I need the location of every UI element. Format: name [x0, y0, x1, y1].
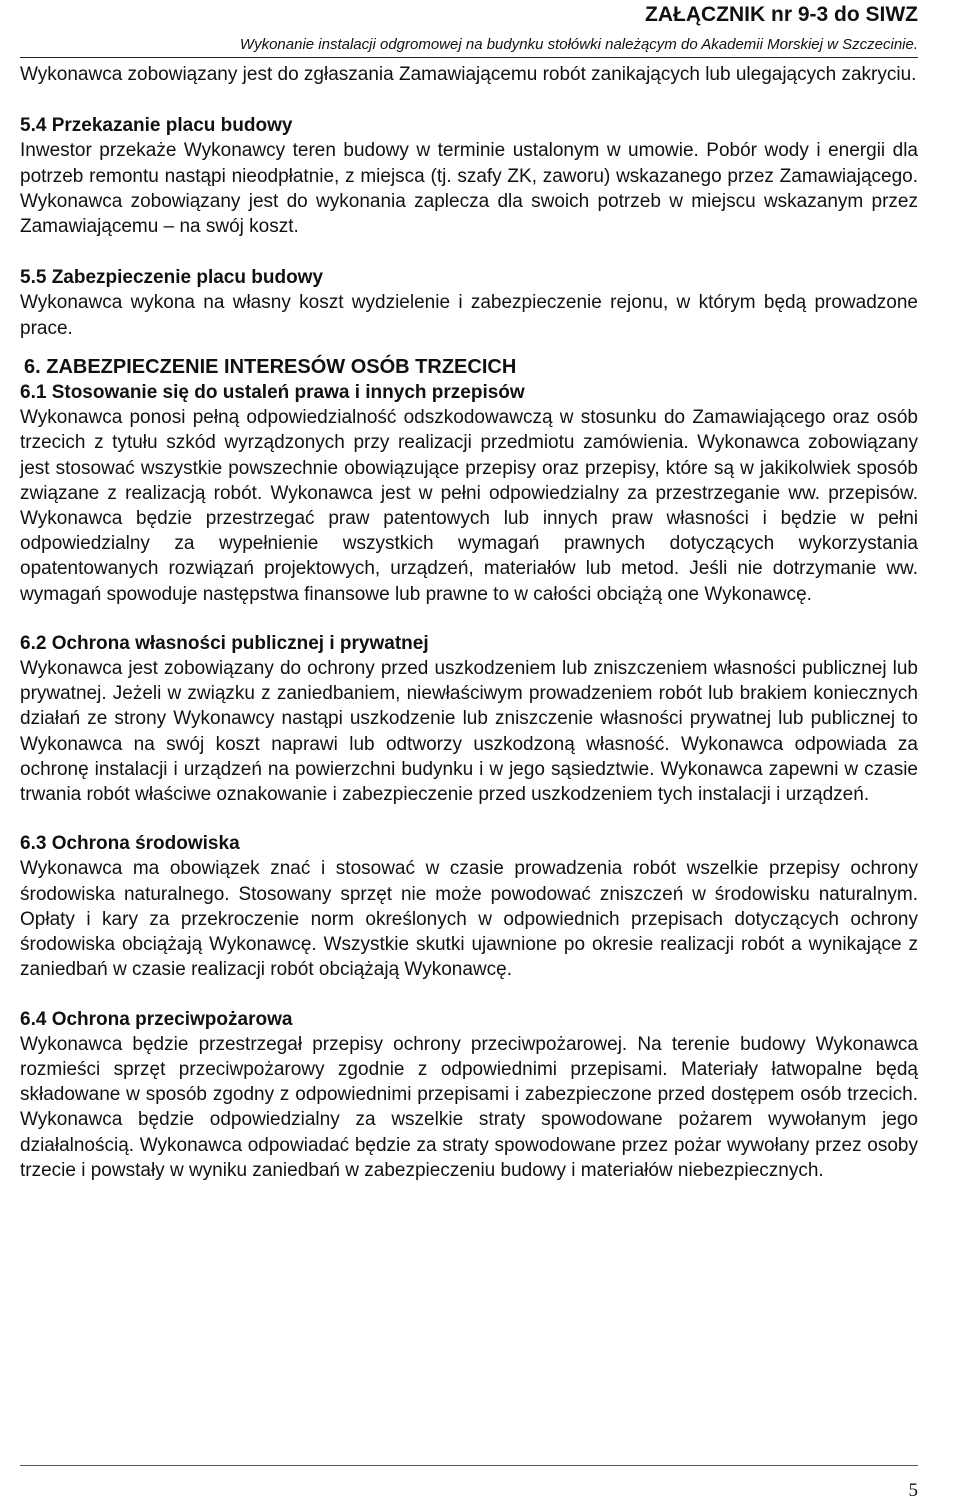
chapter-heading: 6. ZABEZPIECZENIE INTERESÓW OSÓB TRZECICH — [24, 355, 517, 378]
section-5-5 — [20, 265, 918, 341]
section-heading: 6.1 Stosowanie się do ustaleń prawa i innych przepisów — [20, 382, 525, 404]
page-number: 5 — [908, 1480, 918, 1501]
section-paragraph: Wykonawca będzie przestrzegał przepisy ochrony przeciwpożarowej. Na terenie budowy Wykonawca rozmieści sprzęt przeciwpożarowy zgodnie z odpowiednimi przepisami. Materiały łatwopalne będą składowane w sposób zgodny z odpowiednimi przepisami i zabezpieczone przed dostępem osób trzecich. Wykonawca będzie odpowiedzialny za wszelkie straty spowodowane pożarem wywołanym jego działalnością. Wykonawca odpowiadać będzie za straty spowodowane przez pożar wywołany przez osoby trzecie i powstały w wyniku zaniedbań w zabezpieczeniu budowy i materiałów niebezpiecznych. — [20, 1033, 918, 1181]
section-6-1 — [20, 380, 918, 607]
section-6-2 — [20, 631, 918, 807]
footer-divider — [20, 1465, 918, 1466]
section-paragraph: Inwestor przekaże Wykonawcy teren budowy w terminie ustalonym w umowie. Pobór wody i energii dla potrzeb remontu nastąpi nieodpłatnie, z miejsca (tj. szafy ZK, zaworu) wskazanego przez Zamawiającego. Wykonawca zobowiązany jest do wykonania zaplecza dla swoich potrzeb w miejscu wskazanym przez Zamawiającemu – na swój koszt. — [20, 140, 918, 238]
section-6-4 — [20, 1007, 918, 1183]
section-paragraph: Wykonawca wykona na własny koszt wydzielenie i zabezpieczenie rejonu, w którym będą prowadzone prace. — [20, 292, 918, 339]
section-5-4 — [20, 113, 918, 239]
section-heading: 6.4 Ochrona przeciwpożarowa — [20, 1008, 293, 1030]
document-body — [20, 62, 918, 1183]
chapter-6 — [20, 355, 918, 380]
section-heading: 5.5 Zabezpieczenie placu budowy — [20, 267, 324, 289]
page-header — [0, 0, 960, 60]
document-subtitle: Wykonanie instalacji odgromowej na budynku stołówki należącym do Akademii Morskiej w Szczecinie. — [239, 36, 918, 53]
section-paragraph: Wykonawca ma obowiązek znać i stosować w czasie prowadzenia robót wszelkie przepisy ochrony środowiska naturalnego. Stosowany sprzęt nie może powodować zniszczeń w środowisku naturalnym. Opłaty i kary za przekroczenie norm określonych w odpowiednich przepisach dotyczących ochrony środowiska obciążają Wykonawcę. Wszystkie skutki ujawnione po okresie realizacji robót a wynikające z zaniedbań w czasie realizacji robót obciążają Wykonawcę. — [20, 858, 918, 981]
section-paragraph: Wykonawca ponosi pełną odpowiedzialność odszkodowawczą w stosunku do Zamawiającego oraz osób trzecich z tytułu szkód wyrządzonych przy realizacji przedmiotu zamówienia. Wykonawca zobowiązany jest stosować wszystkie powszechnie obowiązujące przepisy oraz przepisy, które są w jakikolwiek sposób związane z realizacją robót. Wykonawca jest w pełni odpowiedzialny za przestrzeganie ww. przepisów. Wykonawca będzie przestrzegać praw patentowych lub innych praw własności i będzie w pełni odpowiedzialny za wypełnienie wszystkich wymagań prawnych dotyczących wykorzystania opatentowanych rozwiązań projektowych, urządzeń, materiałów lub metod. Jeśli nie dotrzymanie ww. wymagań spowoduje następstwa finansowe lub prawne to w całości obciążą one Wykonawcę. — [20, 407, 918, 605]
section-paragraph: Wykonawca jest zobowiązany do ochrony przed uszkodzeniem lub zniszczeniem własności publicznej lub prywatnej. Jeżeli w związku z zaniedbaniem, niewłaściwym prowadzeniem robót lub brakiem koniecznych działań ze strony Wykonawcy nastąpi uszkodzenie lub zniszczenie własności prywatnej lub publicznej to Wykonawca na swój koszt naprawi lub odtworzy uszkodzoną własność. Wykonawca odpowiada za ochronę instalacji i urządzeń na powierzchni budynku i w jego sąsiedztwie. Wykonawca zapewni w czasie trwania robót właściwe oznakowanie i zabezpieczenie przed uszkodzeniem tych instalacji i urządzeń. — [20, 658, 918, 806]
attachment-title: ZAŁĄCZNIK nr 9-3 do SIWZ — [645, 3, 918, 26]
section-6-3 — [20, 831, 918, 982]
header-divider — [20, 57, 918, 58]
section-heading: 6.3 Ochrona środowiska — [20, 833, 240, 855]
intro-paragraph: Wykonawca zobowiązany jest do zgłaszania Zamawiającemu robót zanikających lub ulegających zakryciu. — [20, 64, 917, 85]
section-heading: 5.4 Przekazanie placu budowy — [20, 115, 293, 137]
section-heading: 6.2 Ochrona własności publicznej i prywatnej — [20, 632, 429, 654]
